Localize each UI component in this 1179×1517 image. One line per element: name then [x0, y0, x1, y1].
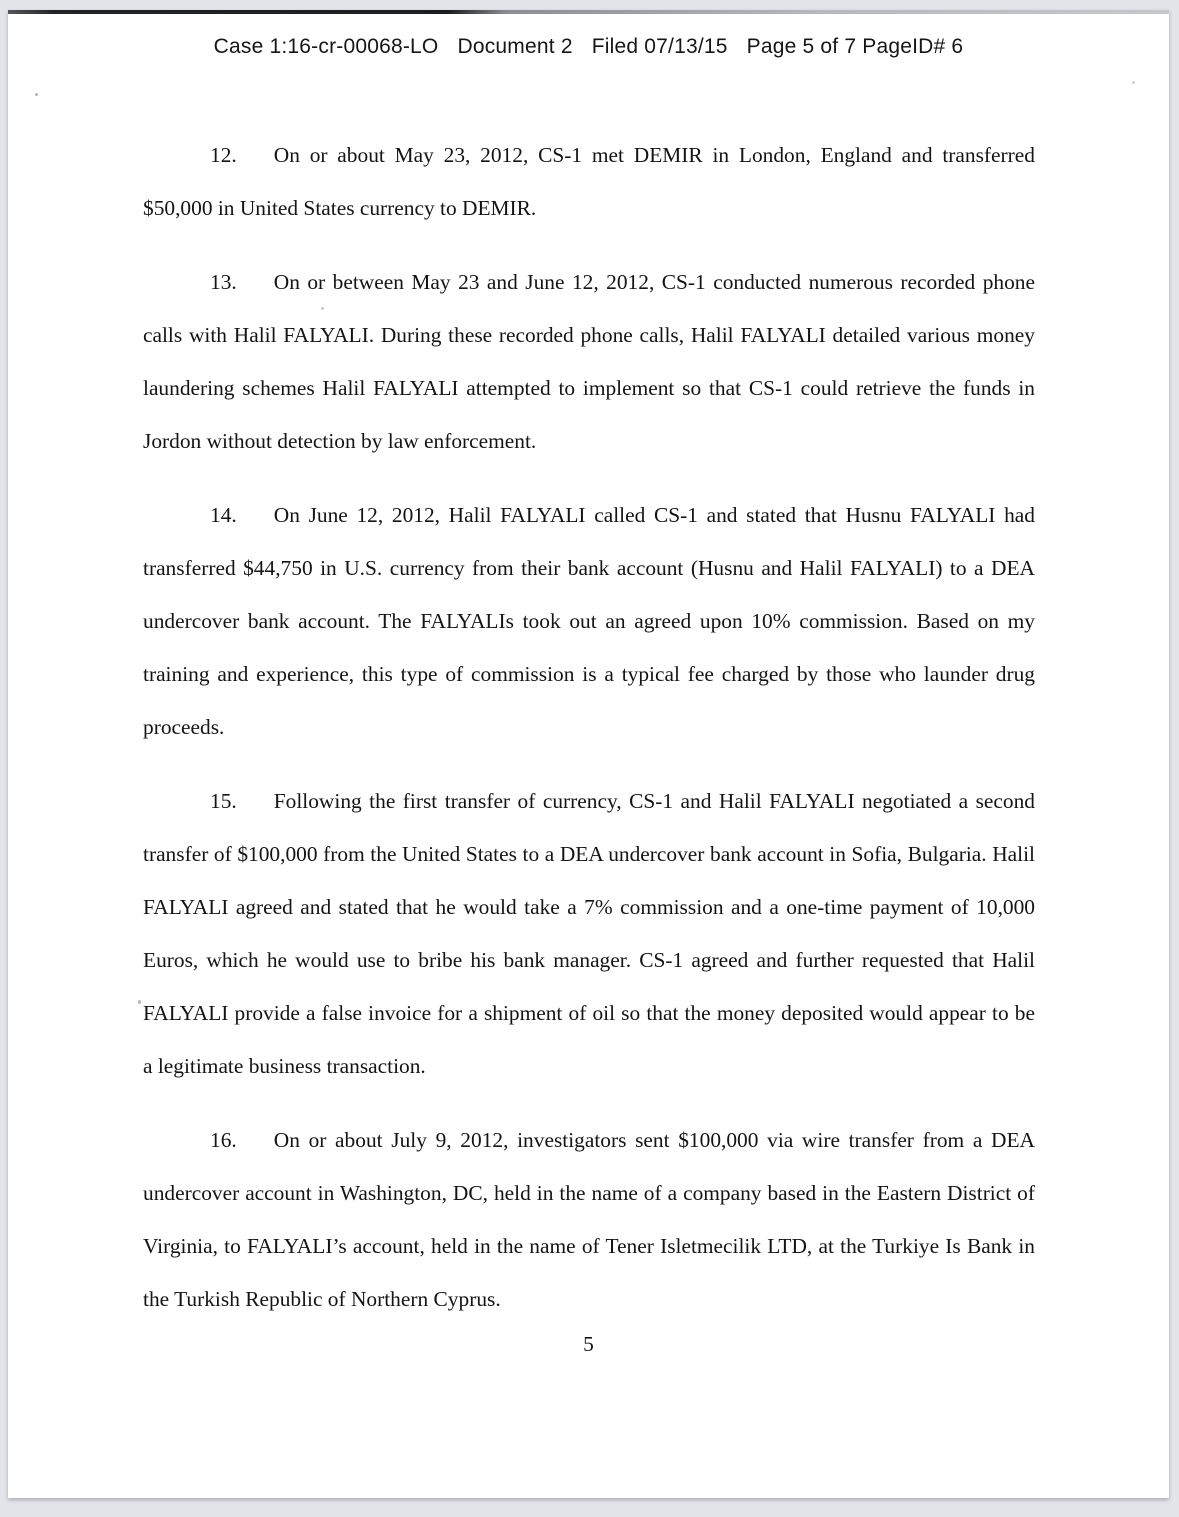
paragraph-number: 15. [210, 789, 237, 813]
filed-date: Filed 07/13/15 [591, 35, 728, 58]
paragraph-text: On or about July 9, 2012, investigators sent $100,000 via wire transfer from a DEA undercover account in Washington, DC, held in the name of a company based in the Eastern District of Virginia, to FALYALI’s account, held in the name of Tener Isletmecilik LTD, at the Turkiye Is Bank in the Turkish Republic of Northern Cyprus. [143, 1128, 1035, 1311]
paragraph [143, 1114, 1035, 1326]
paragraph-number: 13. [210, 270, 237, 294]
scan-speck [321, 307, 324, 310]
case-header-stamp [8, 10, 1169, 59]
paragraph-text: On or between May 23 and June 12, 2012, CS-1 conducted numerous recorded phone calls with Halil FALYALI. During these recorded phone calls, Halil FALYALI detailed various money laundering schemes Halil FALYALI attempted to implement so that CS-1 could retrieve the funds in Jordon without detection by law enforcement. [143, 270, 1035, 453]
scan-speck [35, 93, 38, 96]
paragraph [143, 489, 1035, 754]
scan-speck [1132, 81, 1135, 84]
page-id: Page 5 of 7 PageID# 6 [746, 35, 964, 58]
document-number: Document 2 [457, 35, 573, 58]
paragraph [143, 256, 1035, 468]
document-body [143, 129, 1035, 1326]
page-footer [8, 1332, 1169, 1357]
page-number: 5 [583, 1332, 594, 1356]
paragraph-text: On or about May 23, 2012, CS-1 met DEMIR in London, England and transferred $50,000 in United States currency to DEMIR. [143, 143, 1035, 220]
case-number: Case 1:16-cr-00068-LO [213, 35, 439, 58]
scan-speck [138, 1000, 141, 1004]
paragraph-number: 16. [210, 1128, 237, 1152]
paragraph-number: 12. [210, 143, 237, 167]
document-page [8, 10, 1169, 1498]
paragraph [143, 775, 1035, 1093]
paragraph [143, 129, 1035, 235]
paragraph-text: On June 12, 2012, Halil FALYALI called CS-1 and stated that Husnu FALYALI had transferred $44,750 in U.S. currency from their bank account (Husnu and Halil FALYALI) to a DEA undercover bank account. The FALYALIs took out an agreed upon 10% commission. Based on my training and experience, this type of commission is a typical fee charged by those who launder drug proceeds. [143, 503, 1035, 739]
scan-edge-artifact [8, 10, 1169, 14]
paragraph-number: 14. [210, 503, 237, 527]
paragraph-text: Following the first transfer of currency, CS-1 and Halil FALYALI negotiated a second transfer of $100,000 from the United States to a DEA undercover bank account in Sofia, Bulgaria. Halil FALYALI agreed and stated that he would take a 7% commission and a one-time payment of 10,000 Euros, which he would use to bribe his bank manager. CS-1 agreed and further requested that Halil FALYALI provide a false invoice for a shipment of oil so that the money deposited would appear to be a legitimate business transaction. [143, 789, 1035, 1078]
